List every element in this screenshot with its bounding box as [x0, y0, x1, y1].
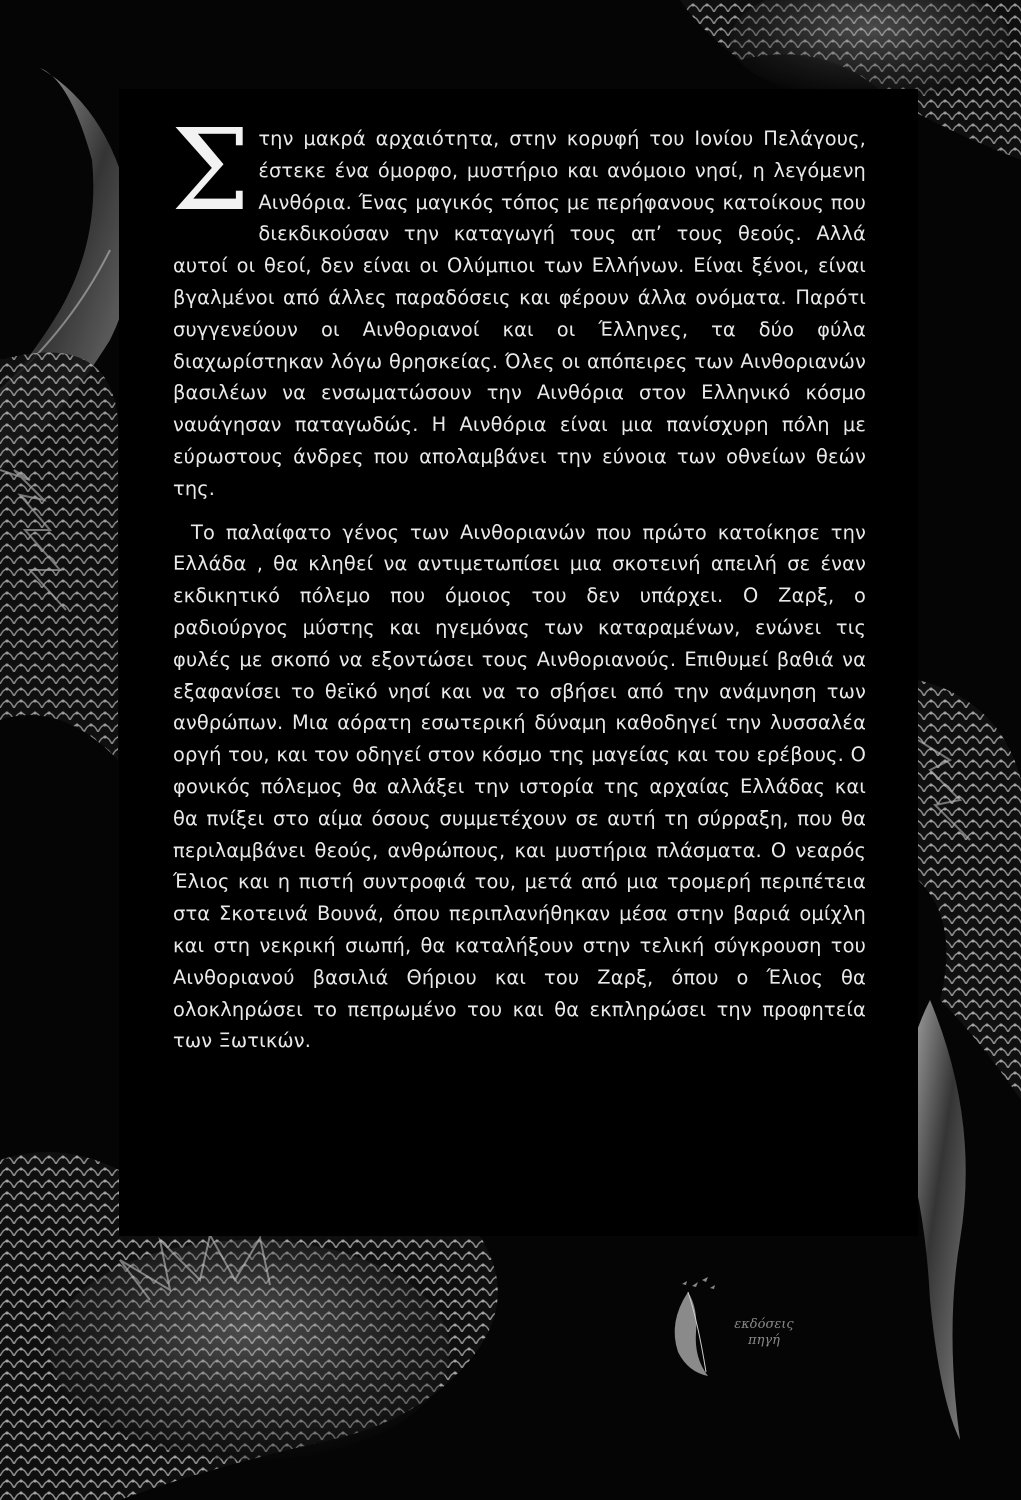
serpent-left [0, 353, 118, 761]
synopsis-panel [119, 89, 918, 1236]
paragraph-1-text: την μακρά αρχαιότητα, στην κορυφή του Ιονίου Πελάγους, έστεκε ένα όμορφο, μυστήριο και ανόμοιο νησί, η λεγόμενη Αινθόρια. Ένας μαγικός τόπος με περήφανους κατοίκους που διεκδικούσαν την καταγωγή τους απ’ τους θεούς. Αλλά αυτοί οι θεοί, δεν είναι οι Ολύμπιοι των Ελλήνων. Είναι ξένοι, είναι βγαλμένοι από άλλες παραδόσεις και φέρουν άλλα ονόματα. Παρότι συγγενεύουν οι Αινθοριανοί και οι Έλληνες, τα δύο φύλα διαχωρίστηκαν λόγω θρησκείας. Όλες οι απόπειρες των Αινθοριανών βασιλέων να ενσωματώσουν την Αινθόρια στον Ελληνικό κόσμο ναυάγησαν παταγωδώς. Η Αινθόρια είναι μια πανίσχυρη πόλη με εύρωστους άνδρες που απολαμβάνει την εύνοια των οθνείων θεών της. [173, 127, 866, 500]
synopsis-paragraph-2: Το παλαίφατο γένος των Αινθοριανών που πρώτο κατοίκησε την Ελλάδα , θα κληθεί να αντιμετωπίσει μια σκοτεινή απειλή σε έναν εκδικητικό πόλεμο που όμοιος του δεν υπάρχει. Ο Ζαρξ, ο ραδιούργος μύστης και ηγεμόνας των καταραμένων, ενώνει τις φυλές με σκοπό να εξοντώσει τους Αινθοριανούς. Επιθυμεί βαθιά να εξαφανίσει το θεϊκό νησί και να το σβήσει από την ανάμνηση των ανθρώπων. Μια αόρατη εσωτερική δύναμη καθοδηγεί την λυσσαλέα οργή του, και τον οδηγεί στον κόσμο της μαγείας και του ερέβους. Ο φονικός πόλεμος θα αλλάξει την ιστορία της αρχαίας Ελλάδας και θα πνίξει στο αίμα όσους συμμετέχουν σε αυτή τη σύρραξη, που θα περιλαμβάνει θεούς, ανθρώπους, και μυστήρια πλάσματα. Ο νεαρός Έλιος και η πιστή συντροφιά του, μετά από μια τρομερή περιπέτεια στα Σκοτεινά Βουνά, όπου περιπλανήθηκαν μέσα στην βαριά ομίχλη και στη νεκρική σιωπή, θα καταλήξουν στην τελική σύγκρουση του Αινθοριανού βασιλιά Θήριου και του Ζαρξ, όπου ο Έλιος θα ολοκληρώσει το πεπρωμένο του και θα εκπληρώσει την προφητεία των Ξωτικών. [173, 520, 866, 1053]
drop-cap: Σ [171, 106, 251, 236]
publisher-logo [709, 1317, 819, 1349]
publisher-name-line-2: πηγή [748, 1333, 780, 1348]
publisher-name-line-1: εκδόσεις [734, 1317, 794, 1332]
synopsis-paragraph-1 [171, 106, 866, 505]
